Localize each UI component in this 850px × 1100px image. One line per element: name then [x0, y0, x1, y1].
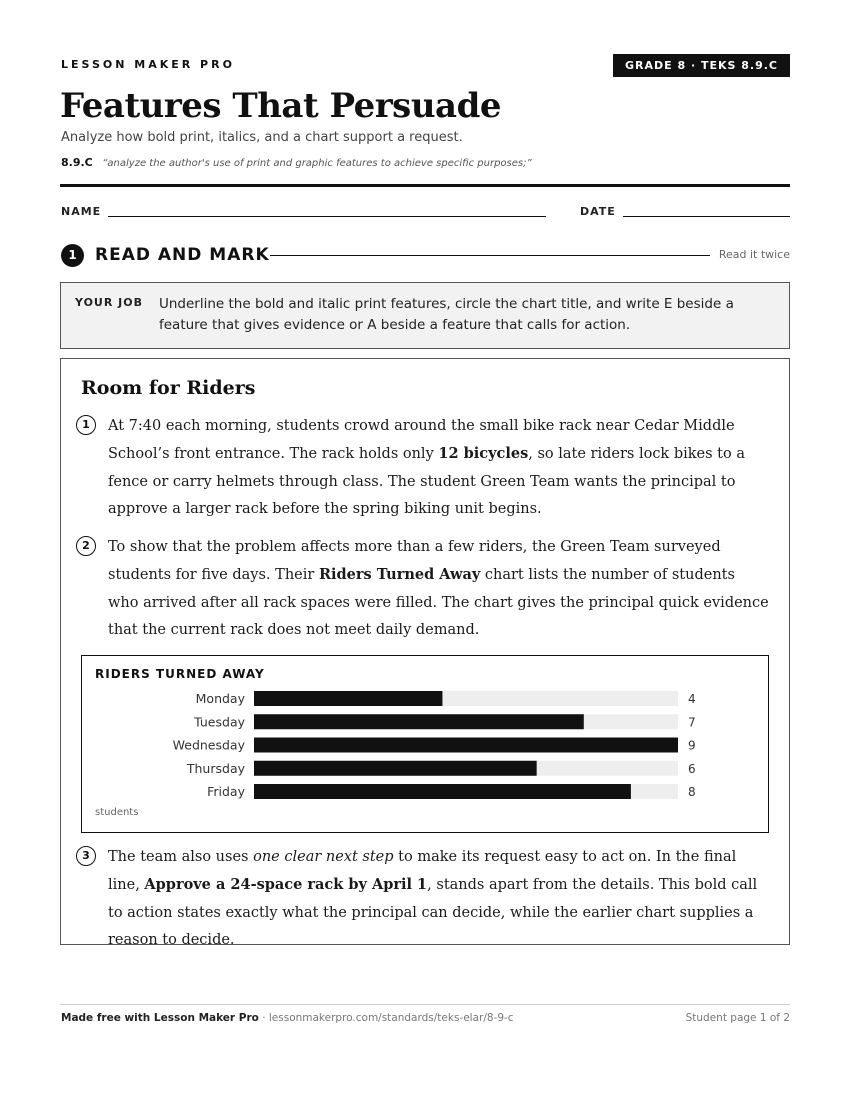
- bar: [254, 691, 442, 706]
- bold-feature: Riders Turned Away: [318, 566, 481, 584]
- section-note: Read it twice: [718, 248, 790, 261]
- date-field[interactable]: [623, 216, 790, 217]
- job-instructions: Underline the bold and italic print features, circle the chart title, and write E beside a feature that gives evidence or A beside a feature that calls for action.: [159, 296, 734, 333]
- footer-made-with: Made free with Lesson Maker Pro: [61, 1012, 259, 1024]
- name-field[interactable]: [108, 216, 546, 217]
- section-divider: [270, 255, 710, 256]
- bar: [254, 738, 678, 753]
- category-label: Thursday: [186, 760, 245, 776]
- value-label: 7: [688, 715, 696, 730]
- riders-chart: [81, 655, 769, 833]
- standard-code: 8.9.C: [61, 156, 93, 169]
- section-number: 1: [61, 244, 84, 267]
- paragraph-text: The team also uses: [108, 849, 254, 865]
- category-label: Monday: [195, 691, 245, 706]
- paragraph-2: [108, 534, 769, 644]
- footer-credit: [61, 1012, 514, 1024]
- paragraph-text: to make its request easy to act on. In the final line,: [108, 849, 737, 894]
- job-label: YOUR JOB: [75, 296, 143, 309]
- paragraph-number: 3: [76, 846, 96, 866]
- page-subtitle: Analyze how bold print, italics, and a chart support a request.: [61, 130, 463, 145]
- date-label: DATE: [580, 205, 616, 218]
- section-title: READ AND MARK: [95, 245, 270, 265]
- footer-separator: ·: [258, 1012, 269, 1024]
- passage-title: Room for Riders: [81, 377, 256, 399]
- standard-line: [61, 156, 532, 169]
- brand-name: LESSON MAKER PRO: [61, 58, 235, 71]
- chart-unit-label: students: [95, 807, 139, 818]
- standard-quote: “analyze the author's use of print and graphic features to achieve specific purposes;”: [102, 158, 532, 169]
- italic-feature: one clear next step: [253, 849, 394, 865]
- reading-passage: [60, 358, 790, 948]
- value-label: 8: [688, 785, 696, 799]
- footer-url[interactable]: lessonmakerpro.com/standards/teks-elar/8-9-c: [268, 1012, 514, 1024]
- paragraph-text: At 7:40 each morning, students crowd around the small bike rack near Cedar Middle School’s front entrance. The rack holds only: [108, 418, 735, 463]
- grade-badge: GRADE 8 · TEKS 8.9.C: [613, 54, 790, 77]
- paragraph-text: To show that the problem affects more than a few riders, the Green Team surveyed students for five days. Their: [108, 539, 721, 584]
- paragraph-text: , so late riders lock bikes to a fence or carry helmets through class. The student Green Team wants the principal to approve a larger rack before the spring biking unit begins.: [108, 446, 745, 517]
- paragraph-3: [108, 844, 769, 954]
- job-box: [60, 282, 790, 349]
- footer-divider: [60, 1004, 790, 1005]
- chart-plot: [82, 656, 770, 832]
- chart-title: RIDERS TURNED AWAY: [95, 667, 265, 681]
- paragraph-text: , stands apart from the details. This bold call to action states exactly what the principal can decide, while the earlier chart supplies a reason to decide.: [108, 877, 758, 948]
- bold-feature: 12 bicycles: [438, 445, 529, 463]
- footer-page-number: Student page 1 of 2: [685, 1012, 790, 1024]
- category-label: Wednesday: [172, 737, 245, 753]
- bar: [254, 784, 631, 799]
- paragraph-1: [108, 413, 769, 523]
- value-label: 4: [688, 692, 696, 706]
- value-label: 9: [688, 738, 696, 753]
- bold-feature: Approve a 24-space rack by April 1: [144, 876, 428, 894]
- paragraph-text: chart lists the number of students who arrived after all rack spaces were filled. The chart gives the principal quick evidence that the current rack does not meet daily demand.: [108, 567, 769, 638]
- value-label: 6: [688, 761, 696, 776]
- bar: [254, 714, 584, 729]
- category-label: Tuesday: [194, 714, 245, 730]
- paragraph-number: 1: [76, 415, 96, 435]
- bar: [254, 761, 537, 776]
- name-label: NAME: [61, 205, 102, 218]
- header-divider: [60, 184, 790, 187]
- paragraph-number: 2: [76, 536, 96, 556]
- page-title: Features That Persuade: [60, 86, 501, 126]
- category-label: Friday: [207, 784, 245, 799]
